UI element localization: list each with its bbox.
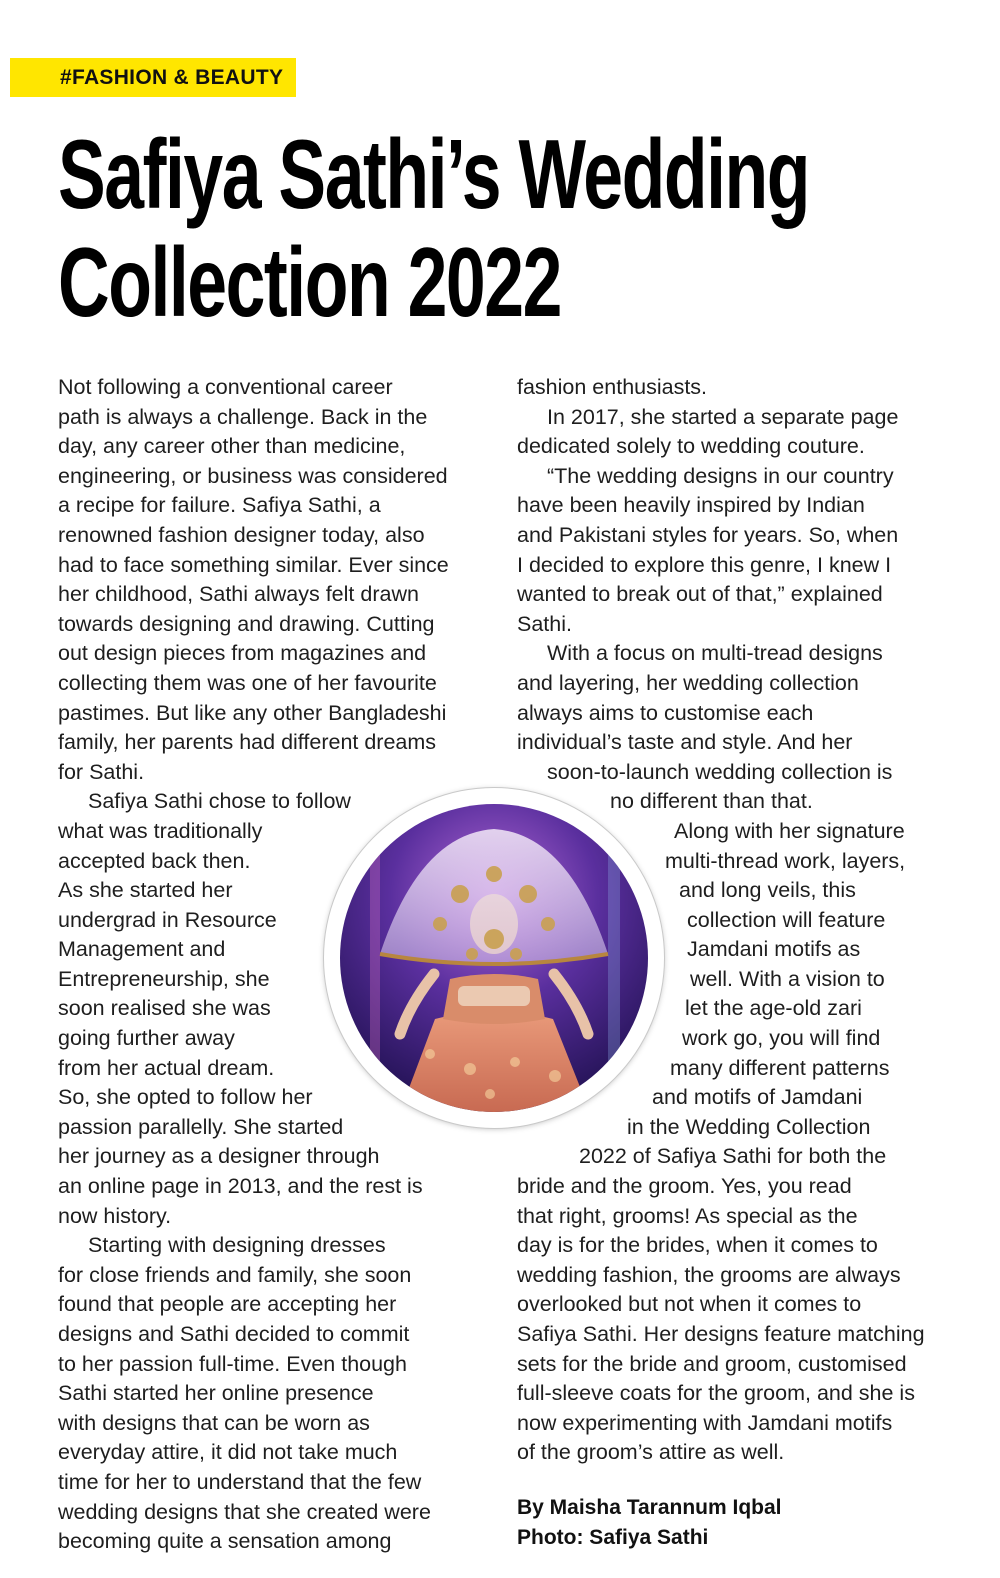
body-text-line: now experimenting with Jamdani motifs [517,1410,893,1435]
body-text-line: and motifs of Jamdani [652,1085,863,1110]
body-text-line: and long veils, this [679,878,856,903]
body-text-line: full-sleeve coats for the groom, and she is [517,1381,915,1406]
body-text-line: what was traditionally [58,818,263,843]
body-text-line: Sathi. [517,611,572,636]
body-text-line: from her actual dream. [58,1055,275,1080]
body-text-line: individual’s taste and style. And her [517,730,853,755]
body-text-line: becoming quite a sensation among [58,1529,392,1554]
body-text-line: an online page in 2013, and the rest is [58,1174,423,1199]
body-text-line: and Pakistani styles for years. So, when [517,522,899,547]
photo-credit: Photo: Safiya Sathi [517,1526,709,1549]
bride-photo [340,804,648,1112]
body-text-line: that right, grooms! As special as the [517,1203,858,1228]
body-text-line: dedicated solely to wedding couture. [517,434,865,459]
body-text-line: work go, you will find [682,1026,881,1051]
body-text-line: undergrad in Resource [58,907,277,932]
body-text-line: In 2017, she started a separate page [547,404,899,429]
bride-photo-frame [324,788,664,1128]
body-text-line: well. With a vision to [690,966,885,991]
body-text-line: day, any career other than medicine, [58,434,406,459]
body-text-line: multi-thread work, layers, [665,848,906,873]
body-text-line: many different patterns [670,1055,890,1080]
body-text-line: renowned fashion designer today, also [58,522,425,547]
body-text-line: wedding designs that she created were [58,1499,431,1524]
body-text-line: soon realised she was [58,996,271,1021]
body-text-line: Management and [58,937,226,962]
body-text-line: Entrepreneurship, she [58,966,270,991]
body-text-line: engineering, or business was considered [58,463,448,488]
body-text-line: wedding fashion, the grooms are always [517,1262,901,1287]
body-text-line: day is for the brides, when it comes to [517,1233,878,1258]
body-text-line: As she started her [58,878,233,903]
body-text-line: towards designing and drawing. Cutting [58,611,435,636]
body-text-line: with designs that can be worn as [58,1410,370,1435]
body-text-line: accepted back then. [58,848,251,873]
body-text-line: designs and Sathi decided to commit [58,1322,410,1346]
article-title [58,119,810,337]
body-text-line: “The wedding designs in our country [547,463,894,488]
byline [517,1493,782,1553]
body-text-line: path is always a challenge. Back in the [58,404,428,429]
body-text-line: out design pieces from magazines and [58,641,427,666]
body-text-line: always aims to customise each [517,700,814,725]
body-text-line: pastimes. But like any other Bangladeshi [58,700,447,725]
article-title-line-1: Safiya Sathi’s Wedding [58,119,810,229]
author-credit: By Maisha Tarannum Iqbal [517,1496,782,1519]
body-text-line: Jamdani motifs as [687,937,861,962]
body-text-line: Along with her signature [674,818,905,843]
body-text-line: and layering, her wedding collection [517,670,859,695]
body-text-line: collection will feature [687,907,886,932]
body-text-line: With a focus on multi-tread designs [547,641,883,666]
body-text-line: family, her parents had different dreams [58,730,437,755]
body-text-line: I decided to explore this genre, I knew I [517,552,892,577]
body-text-line: to her passion full-time. Even though [58,1351,407,1376]
article-title-line-2: Collection 2022 [58,227,561,337]
body-text-line: of the groom’s attire as well. [517,1440,785,1465]
body-text-line: for Sathi. [58,759,145,784]
body-text-line: collecting them was one of her favourite [58,670,437,695]
body-text-line: bride and the groom. Yes, you read [517,1174,852,1199]
body-text-line: So, she opted to follow her [58,1085,313,1110]
body-text-line: Starting with designing dresses [88,1233,386,1258]
body-text-line: had to face something similar. Ever since [58,552,449,577]
body-text-line: found that people are accepting her [58,1292,397,1317]
body-text-line: in the Wedding Collection [627,1114,871,1139]
body-text-line: no different than that. [610,789,813,814]
body-text-line: for close friends and family, she soon [58,1262,412,1287]
body-text-line: now history. [58,1203,172,1228]
body-text-line: her childhood, Sathi always felt drawn [58,582,419,607]
body-text-line: Sathi started her online presence [58,1381,374,1406]
body-text-line: everyday attire, it did not take much [58,1440,398,1465]
body-text-line: soon-to-launch wedding collection is [547,759,893,784]
body-text-line: fashion enthusiasts. [517,375,708,399]
body-text-line: passion parallelly. She started [58,1114,344,1139]
body-text-line: Safiya Sathi. Her designs feature matching [517,1322,925,1346]
body-text-line: Safiya Sathi chose to follow [88,789,351,814]
body-text-line: sets for the bride and groom, customised [517,1351,907,1376]
body-text-line: Not following a conventional career [58,375,393,399]
section-tag: #FASHION & BEAUTY [10,58,296,97]
body-text-line: overlooked but not when it comes to [517,1292,862,1317]
body-text-line: 2022 of Safiya Sathi for both the [579,1144,887,1169]
body-text-line: wanted to break out of that,” explained [517,582,883,607]
body-text-line: her journey as a designer through [58,1144,380,1169]
body-text-line: a recipe for failure. Safiya Sathi, a [58,493,381,518]
body-text-line: let the age-old zari [685,996,862,1021]
body-text-line: going further away [58,1026,235,1051]
body-text-line: have been heavily inspired by Indian [517,493,865,518]
body-text-line: time for her to understand that the few [58,1469,422,1494]
